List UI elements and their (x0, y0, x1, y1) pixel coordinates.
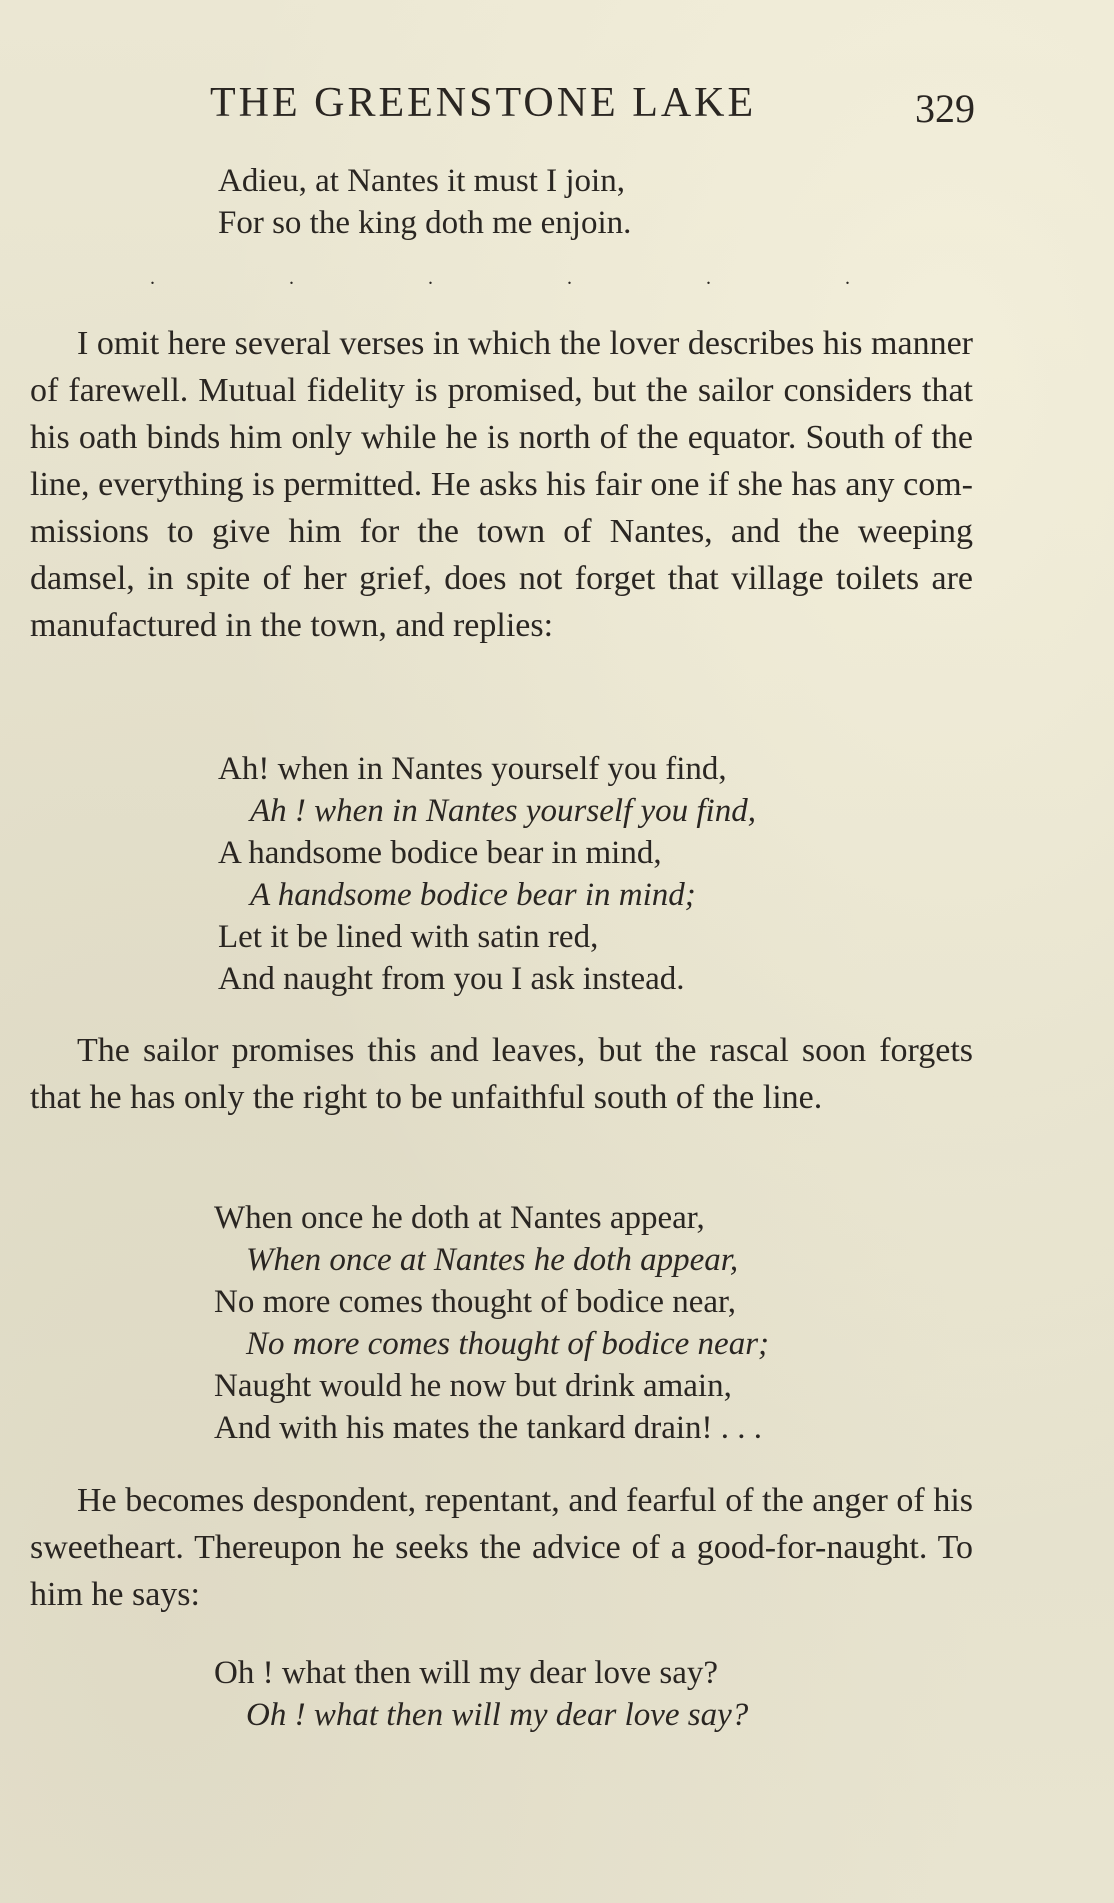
verse-line: No more comes thought of bodice near, (214, 1284, 736, 1320)
prose-paragraph-2: The sailor promises this and leaves, but the rascal soon forgets that he has only the right to be unfaithful south of the line. (30, 1032, 973, 1116)
separator-mark: . (567, 267, 572, 289)
verse-line: When once he doth at Nantes appear, (214, 1200, 705, 1236)
prose-paragraph-3: He becomes despondent, repentant, and fearful of the anger of his sweetheart. Thereupon he seeks the advice of a good-for-naught. To him he says: (30, 1482, 973, 1613)
verse-line: Oh ! what then will my dear love say? (214, 1655, 719, 1691)
verse-line: Ah! when in Nantes yourself you find, (218, 751, 727, 787)
verse-stanza-1 (218, 160, 631, 244)
section-separator (150, 268, 850, 288)
verse-line: For so the king doth me enjoin. (218, 205, 632, 241)
verse-line: Adieu, at Nantes it must I join, (218, 163, 625, 199)
verse-refrain-line: Ah ! when in Nantes yourself you find, (250, 793, 756, 829)
verse-line: A handsome bodice bear in mind, (218, 835, 662, 871)
page-number: 329 (915, 86, 975, 131)
verse-stanza-4 (214, 1652, 748, 1736)
separator-mark: . (706, 267, 711, 289)
separator-mark: . (150, 267, 155, 289)
verse-refrain-line: When once at Nantes he doth appear, (246, 1242, 739, 1278)
running-head-title: THE GREENSTONE LAKE (210, 80, 757, 126)
verse-line: And with his mates the tankard drain! . . . (214, 1410, 763, 1446)
verse-stanza-2 (218, 748, 756, 1000)
verse-refrain-line: A handsome bodice bear in mind; (250, 877, 696, 913)
verse-line: Let it be lined with satin red, (218, 919, 599, 955)
verse-line: Naught would he now but drink amain, (214, 1368, 732, 1404)
prose-paragraph-1: I omit here several verses in which the lover describes his manner of farewell. Mutual fidelity is promised, but the sailor considers that his oath binds him only while he is north of the equator. South of the line, everything is permitted. He asks his fair one if she has any commissions to give him for the town of Nantes, and the weeping damsel, in spite of her grief, does not forget that village toilets are manufactured in the town, and replies: (30, 325, 973, 644)
verse-refrain-line: No more comes thought of bodice near; (246, 1326, 770, 1362)
separator-mark: . (845, 267, 850, 289)
separator-mark: . (428, 267, 433, 289)
separator-mark: . (289, 267, 294, 289)
verse-refrain-line: Oh ! what then will my dear love say? (246, 1697, 749, 1733)
verse-line: And naught from you I ask instead. (218, 961, 685, 997)
verse-stanza-3 (214, 1197, 769, 1449)
